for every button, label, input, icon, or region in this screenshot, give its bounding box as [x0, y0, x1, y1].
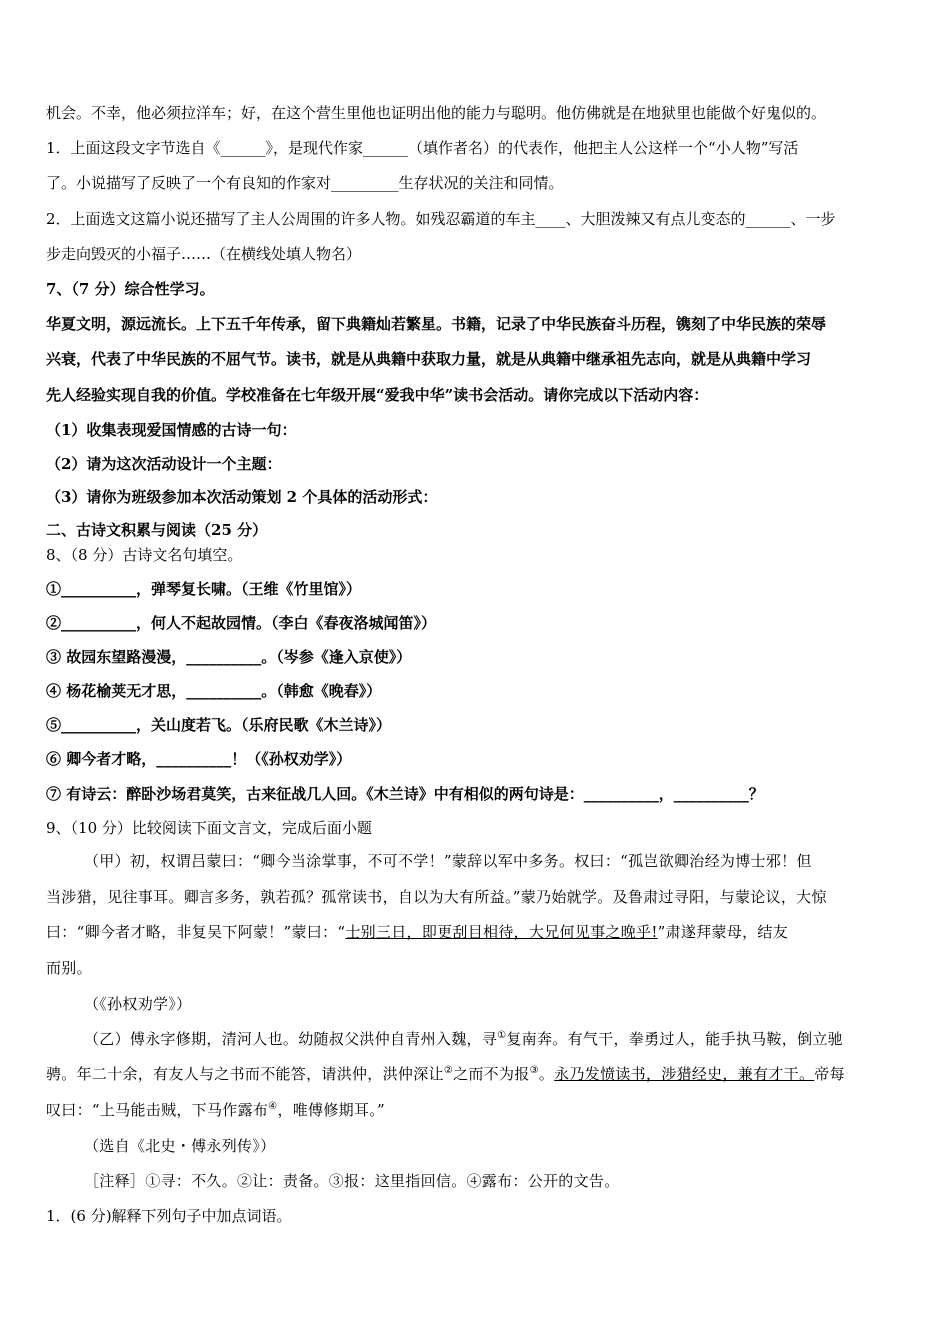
- passage-b-line3-end: ，唯傅修期耳。”: [277, 1101, 386, 1119]
- annotations: ［注释］①寻：不久。②让：责备。③报：这里指回信。④露布：公开的文告。: [84, 1172, 620, 1190]
- underlined-sentence-a: 士别三日，即更刮目相待，大兄何见事之晚乎!: [345, 923, 658, 941]
- passage-b-line1-start: （乙）傅永字修期，清河人也。幼随叔父洪仲自青州入魏，寻: [84, 1030, 498, 1048]
- underlined-sentence-b: 永乃发愤读书，涉猎经史，兼有才干。: [554, 1065, 815, 1083]
- passage-b-line3-start: 叹曰：“上马能击贼，下马作露布: [46, 1101, 269, 1119]
- poem-blank-3: ③ 故园东望路漫漫，__________。（岑参《逢入京使》）: [46, 648, 412, 666]
- poem-blank-2: ②__________，何人不起故园情。（李白《春夜洛城闻笛》）: [46, 614, 437, 632]
- passage-b-line2-end: 帝每: [814, 1065, 845, 1083]
- question-6-1-line2: 了。小说描写了反映了一个有良知的作家对_________生存状况的关注和同情。: [46, 174, 564, 192]
- passage-b-line2-mid: 之而不为报: [453, 1065, 530, 1083]
- poem-blank-6: ⑥ 卿今者才略，__________！（《孙权劝学》）: [46, 750, 352, 768]
- question-7-task-2: （2）请为这次活动设计一个主题：: [46, 455, 282, 473]
- poem-blank-7: ⑦ 有诗云：醉卧沙场君莫笑，古来征战几人回。《木兰诗》中有相似的两句诗是：__________，__________？: [46, 785, 764, 803]
- passage-b-line2-start: 骋。年二十余，有友人与之书而不能答，请洪仲，洪仲深让: [46, 1065, 444, 1083]
- passage-b-line1: [84, 1028, 908, 1049]
- poem-blank-4: ④ 杨花榆荚无才思，__________。（韩愈《晚春》）: [46, 682, 382, 700]
- passage-b-source: （选自《北史・傅永列传》）: [84, 1137, 276, 1155]
- sub-question-1: 1．(6 分)解释下列句子中加点词语。: [46, 1207, 292, 1225]
- question-7-task-1: （1）收集表现爱国情感的古诗一句：: [46, 421, 297, 439]
- question-7-heading: 7、（7 分）综合性学习。: [46, 280, 215, 298]
- question-6-2-line1: 2．上面选文这篇小说还描写了主人公周围的许多人物。如残忍霸道的车主____、大胆泼辣又有点儿变态的______、一步: [46, 210, 836, 228]
- question-9-heading: 9、（10 分）比较阅读下面文言文，完成后面小题: [46, 819, 372, 837]
- question-8-heading: 8、（8 分）古诗文名句填空。: [46, 546, 243, 564]
- passage-a-line1: （甲）初，权谓吕蒙曰：“卿今当涂掌事，不可不学！”蒙辞以军中多务。权曰：“孤岂欲卿治经为博士邪！但: [84, 852, 812, 870]
- passage-a-source: （《孙权劝学》）: [84, 995, 192, 1013]
- question-7-task-3: （3）请你为班级参加本次活动策划 2 个具体的活动形式：: [46, 488, 438, 506]
- passage-a-line2: 当涉猎，见往事耳。卿言多务，孰若孤？孤常读书，自以为大有所益。”蒙乃始就学。及鲁肃过寻阳，与蒙论议，大惊: [46, 888, 827, 906]
- poem-blank-5: ⑤__________，关山度若飞。（乐府民歌《木兰诗》）: [46, 716, 392, 734]
- poem-blank-1: ①__________，弹琴复长啸。（王维《竹里馆》）: [46, 580, 362, 598]
- question-6-1-line1: 1．上面这段文字节选自《______》，是现代作家______（填作者名）的代表作，他把主人公这样一个“小人物”写活: [46, 139, 799, 157]
- footnote-mark-1: ①: [497, 1030, 507, 1041]
- passage-a-line4: 而别。: [46, 959, 92, 977]
- question-7-text-line1: 华夏文明，源远流长。上下五千年传承，留下典籍灿若繁星。书籍，记录了中华民族奋斗历程，镌刻了中华民族的荣辱: [46, 315, 827, 333]
- passage-b-line1-end: 复南奔。有气干，拳勇过人，能手执马鞍，倒立驰: [506, 1030, 843, 1048]
- question-7-text-line2: 兴衰，代表了中华民族的不屈气节。读书，就是从典籍中获取力量，就是从典籍中继承祖先志向，就是从典籍中学习: [46, 350, 812, 368]
- passage-a-line3-end: ”肃遂拜蒙母，结友: [657, 923, 789, 941]
- footnote-mark-2: ②: [443, 1065, 454, 1076]
- section-2-heading: 二、古诗文积累与阅读（25 分）: [46, 521, 268, 539]
- question-6-2-line2: 步走向毁灭的小福子……（在横线处填人物名）: [46, 245, 362, 263]
- question-7-text-line3: 先人经验实现自我的价值。学校准备在七年级开展“爱我中华”读书会活动。请你完成以下活动内容：: [46, 386, 709, 404]
- passage-b-line2: [46, 1063, 908, 1084]
- passage-tail: 机会。不幸，他必须拉洋车；好，在这个营生里他也证明出他的能力与聪明。他仿佛就是在地狱里也能做个好鬼似的。: [46, 104, 827, 122]
- passage-b-line3: [46, 1099, 908, 1120]
- passage-a-line3-start: 曰：“卿今者才略，非复吴下阿蒙！”蒙曰：“: [46, 923, 346, 941]
- footnote-mark-4: ④: [268, 1101, 278, 1112]
- passage-b-line2-period: 。: [538, 1065, 555, 1083]
- footnote-mark-3: ③: [529, 1065, 539, 1076]
- passage-a-line3: [46, 921, 908, 942]
